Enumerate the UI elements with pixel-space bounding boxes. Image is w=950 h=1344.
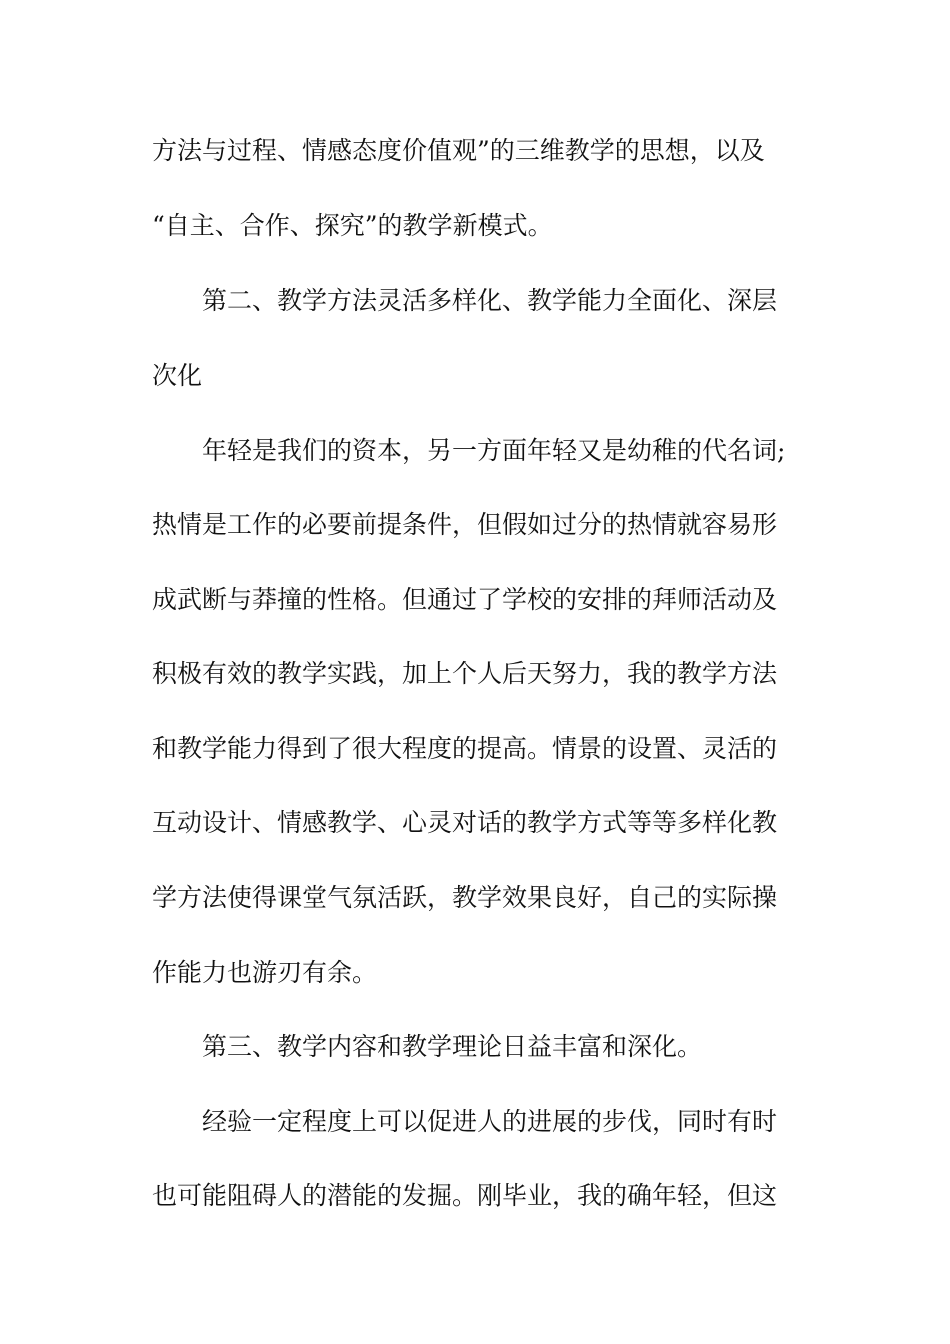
- text-line-8: 积极有效的教学实践，加上个人后天努力，我的教学方法: [152, 659, 778, 688]
- text-line-7: 成武断与莽撞的性格。但通过了学校的安排的拜师活动及: [152, 585, 778, 614]
- text-line-1: 方法与过程、情感态度价值观”的三维教学的思想，以及: [152, 136, 765, 165]
- text-line-2: “自主、合作、探究”的教学新模式。: [152, 211, 553, 240]
- text-line-12: 作能力也游刃有余。: [152, 958, 378, 987]
- text-line-15: 也可能阻碍人的潜能的发掘。刚毕业，我的确年轻，但这: [152, 1181, 778, 1210]
- section-heading-2: 第二、教学方法灵活多样化、教学能力全面化、深层: [202, 286, 778, 315]
- text-line-5: 年轻是我们的资本，另一方面年轻又是幼稚的代名词;: [202, 436, 786, 465]
- section-heading-3: 第三、教学内容和教学理论日益丰富和深化。: [202, 1032, 703, 1061]
- text-line-6: 热情是工作的必要前提条件，但假如过分的热情就容易形: [152, 510, 778, 539]
- text-line-9: 和教学能力得到了很大程度的提高。情景的设置、灵活的: [152, 734, 778, 763]
- text-line-10: 互动设计、情感教学、心灵对话的教学方式等等多样化教: [152, 808, 778, 837]
- text-line-11: 学方法使得课堂气氛活跃，教学效果良好，自己的实际操: [152, 883, 778, 912]
- text-line-14: 经验一定程度上可以促进人的进展的步伐，同时有时: [202, 1107, 778, 1136]
- text-line-4: 次化: [152, 361, 203, 390]
